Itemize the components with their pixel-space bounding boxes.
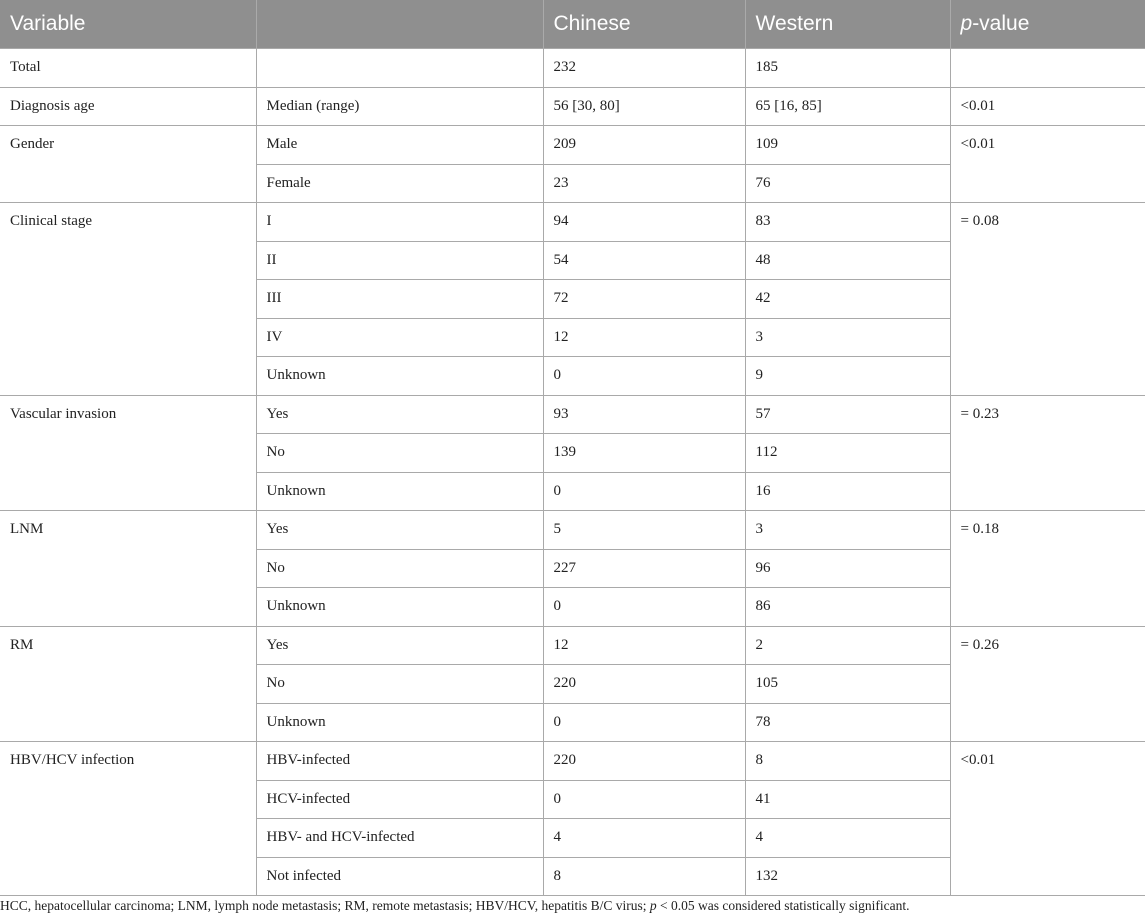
footnote-p: p [649, 898, 657, 913]
subcategory-cell: No [256, 549, 543, 588]
footnote-text: HCC, hepatocellular carcinoma; LNM, lymph node metastasis; RM, remote metastasis; HBV/HCV, hepatitis B/C virus; [0, 898, 650, 913]
variable-cell: RM [0, 626, 256, 742]
western-cell: 16 [745, 472, 950, 511]
chinese-cell: 0 [543, 357, 745, 396]
footnote-text-end: < 0.05 was considered statistically significant. [656, 898, 910, 913]
chinese-cell: 139 [543, 434, 745, 473]
header-pvalue-rest: -value [972, 12, 1030, 35]
western-cell: 76 [745, 164, 950, 203]
chinese-cell: 209 [543, 126, 745, 165]
variable-cell: Gender [0, 126, 256, 203]
header-pvalue-p: p [960, 12, 973, 35]
pvalue-cell: <0.01 [950, 87, 1145, 126]
subcategory-cell: Not infected [256, 857, 543, 896]
subcategory-cell: HCV-infected [256, 780, 543, 819]
pvalue-cell [950, 49, 1145, 88]
western-cell: 57 [745, 395, 950, 434]
western-cell: 109 [745, 126, 950, 165]
table-row [0, 626, 1145, 665]
subcategory-cell: HBV-infected [256, 742, 543, 781]
table-row [0, 742, 1145, 781]
chinese-cell: 232 [543, 49, 745, 88]
western-cell: 185 [745, 49, 950, 88]
pvalue-cell: <0.01 [950, 126, 1145, 203]
chinese-cell: 12 [543, 318, 745, 357]
western-cell: 2 [745, 626, 950, 665]
western-cell: 86 [745, 588, 950, 627]
chinese-cell: 0 [543, 588, 745, 627]
pvalue-cell: = 0.08 [950, 203, 1145, 396]
table-row [0, 511, 1145, 550]
western-cell: 132 [745, 857, 950, 896]
table-row [0, 126, 1145, 165]
subcategory-cell: Female [256, 164, 543, 203]
subcategory-cell: Yes [256, 626, 543, 665]
subcategory-cell: Unknown [256, 472, 543, 511]
pvalue-cell: = 0.26 [950, 626, 1145, 742]
chinese-cell: 220 [543, 665, 745, 704]
western-cell: 41 [745, 780, 950, 819]
pvalue-cell: = 0.18 [950, 511, 1145, 627]
chinese-cell: 54 [543, 241, 745, 280]
table-row [0, 395, 1145, 434]
subcategory-cell: No [256, 434, 543, 473]
variable-cell: Diagnosis age [0, 87, 256, 126]
subcategory-cell: Yes [256, 511, 543, 550]
chinese-cell: 8 [543, 857, 745, 896]
chinese-cell: 0 [543, 780, 745, 819]
table-body [0, 49, 1145, 896]
variable-cell: HBV/HCV infection [0, 742, 256, 896]
western-cell: 42 [745, 280, 950, 319]
variable-cell: Clinical stage [0, 203, 256, 396]
header-western: Western [745, 0, 950, 49]
western-cell: 48 [745, 241, 950, 280]
western-cell: 112 [745, 434, 950, 473]
variable-cell: Vascular invasion [0, 395, 256, 511]
western-cell: 105 [745, 665, 950, 704]
pvalue-cell: = 0.23 [950, 395, 1145, 511]
western-cell: 78 [745, 703, 950, 742]
subcategory-cell: III [256, 280, 543, 319]
subcategory-cell: HBV- and HCV-infected [256, 819, 543, 858]
western-cell: 8 [745, 742, 950, 781]
table-footnote [0, 898, 1145, 914]
western-cell: 9 [745, 357, 950, 396]
chinese-cell: 227 [543, 549, 745, 588]
chinese-cell: 94 [543, 203, 745, 242]
chinese-cell: 4 [543, 819, 745, 858]
subcategory-cell: No [256, 665, 543, 704]
chinese-cell: 93 [543, 395, 745, 434]
western-cell: 83 [745, 203, 950, 242]
western-cell: 4 [745, 819, 950, 858]
subcategory-cell: Unknown [256, 588, 543, 627]
subcategory-cell: Median (range) [256, 87, 543, 126]
subcategory-cell: I [256, 203, 543, 242]
table-header [0, 0, 1145, 49]
subcategory-cell: II [256, 241, 543, 280]
header-chinese: Chinese [543, 0, 745, 49]
header-subcategory [256, 0, 543, 49]
variable-cell: Total [0, 49, 256, 88]
subcategory-cell: Unknown [256, 357, 543, 396]
subcategory-cell: Yes [256, 395, 543, 434]
chinese-cell: 220 [543, 742, 745, 781]
chinese-cell: 56 [30, 80] [543, 87, 745, 126]
subcategory-cell: Unknown [256, 703, 543, 742]
table-row [0, 203, 1145, 242]
chinese-cell: 23 [543, 164, 745, 203]
chinese-cell: 5 [543, 511, 745, 550]
western-cell: 3 [745, 318, 950, 357]
header-pvalue [950, 0, 1145, 49]
chinese-cell: 0 [543, 472, 745, 511]
table-row [0, 87, 1145, 126]
header-row [0, 0, 1145, 49]
chinese-cell: 0 [543, 703, 745, 742]
subcategory-cell [256, 49, 543, 88]
western-cell: 3 [745, 511, 950, 550]
chinese-cell: 72 [543, 280, 745, 319]
header-variable: Variable [0, 0, 256, 49]
western-cell: 96 [745, 549, 950, 588]
subcategory-cell: IV [256, 318, 543, 357]
western-cell: 65 [16, 85] [745, 87, 950, 126]
table-row [0, 49, 1145, 88]
variable-cell: LNM [0, 511, 256, 627]
pvalue-cell: <0.01 [950, 742, 1145, 896]
chinese-cell: 12 [543, 626, 745, 665]
subcategory-cell: Male [256, 126, 543, 165]
